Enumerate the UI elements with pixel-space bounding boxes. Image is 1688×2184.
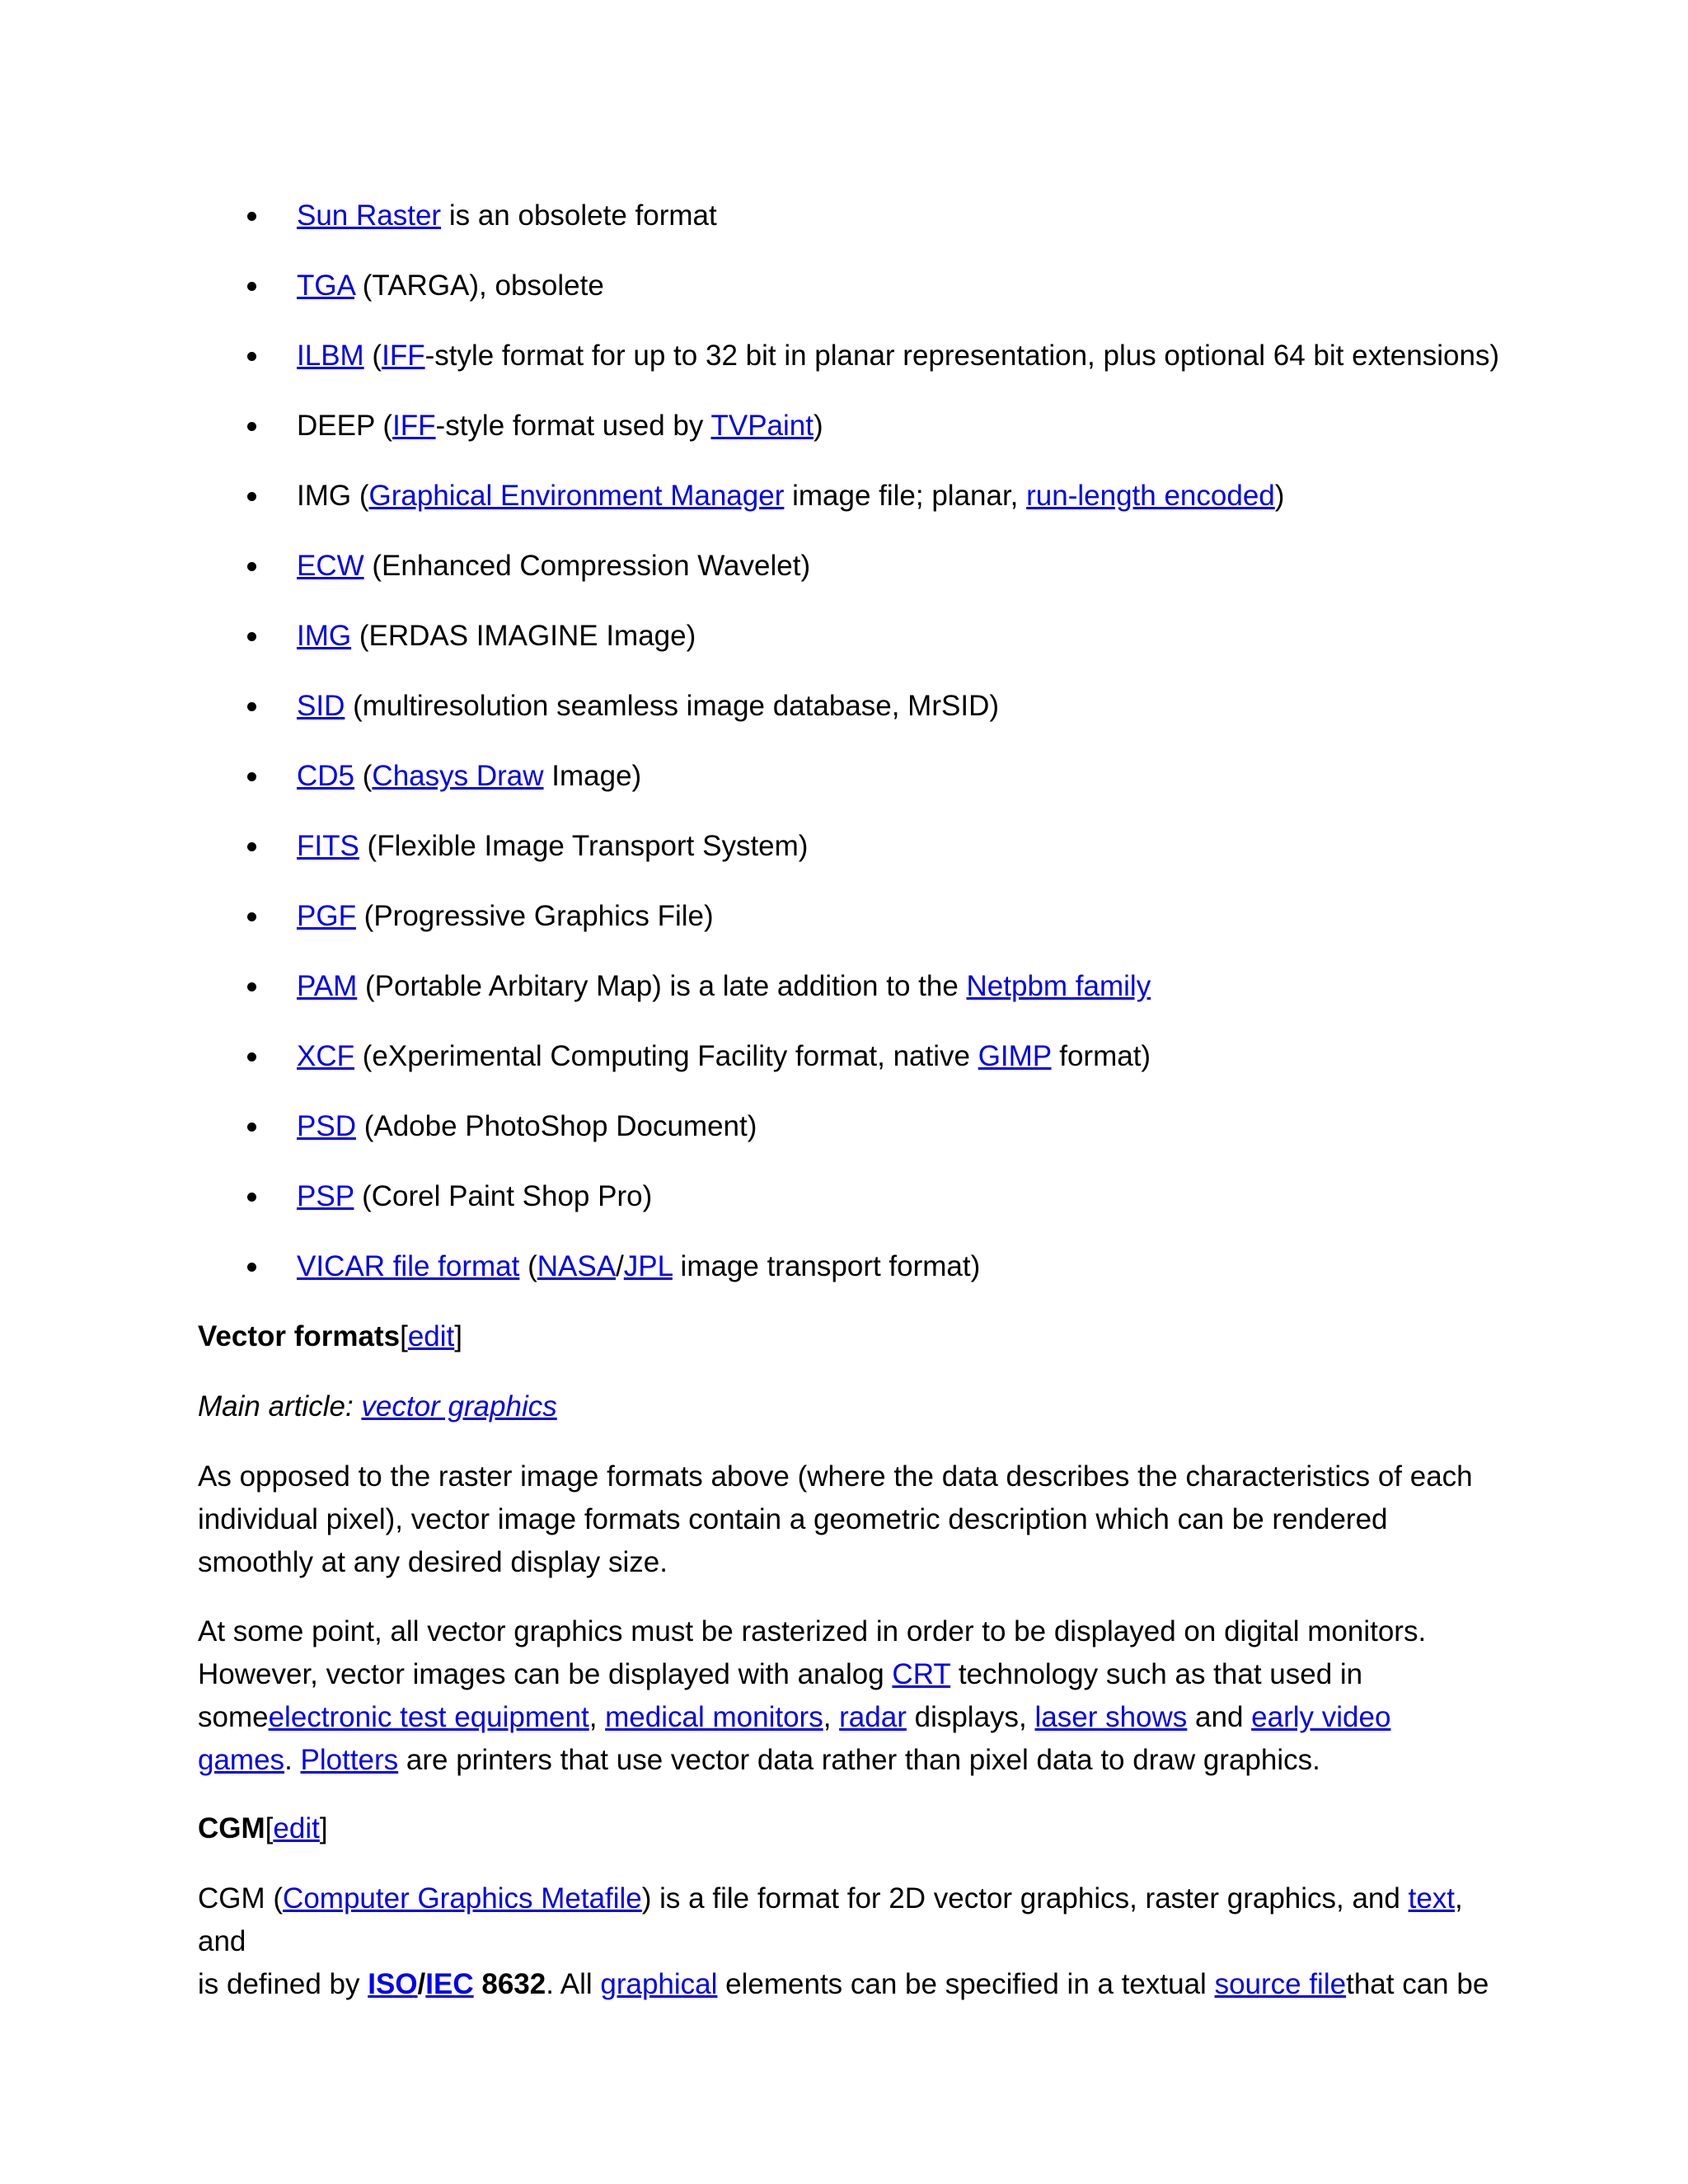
list-item: Sun Raster is an obsolete format xyxy=(198,194,1508,265)
paragraph-vector-intro: As opposed to the raster image formats above (where the data describes the characteristics of each individual pixel), vector image formats contain a geometric description which can be rendered smoothly at any desired display size. xyxy=(198,1460,1473,1578)
link-psp[interactable]: PSP xyxy=(297,1180,354,1212)
list-item: PSP (Corel Paint Shop Pro) xyxy=(198,1175,1508,1245)
bullet-icon xyxy=(247,1263,256,1272)
bullet-icon xyxy=(247,632,256,641)
link-fits[interactable]: FITS xyxy=(297,830,359,862)
link-iff[interactable]: IFF xyxy=(392,410,436,442)
bullet-icon xyxy=(247,352,256,361)
list-item: ILBM (IFF-style format for up to 32 bit in planar representation, plus optional 64 bit extensions) xyxy=(198,335,1508,405)
list-item: VICAR file format (NASA/JPL image transport format) xyxy=(198,1245,1508,1315)
link-pam[interactable]: PAM xyxy=(297,970,358,1002)
bullet-icon xyxy=(247,772,256,781)
list-item: PAM (Portable Arbitary Map) is a late addition to the Netpbm family xyxy=(198,965,1508,1035)
list-item: DEEP (IFF-style format used by TVPaint) xyxy=(198,405,1508,475)
section-heading-vector-formats: Vector formats[edit] xyxy=(198,1320,462,1352)
link-crt[interactable]: CRT xyxy=(892,1658,951,1690)
list-item: IMG (ERDAS IMAGINE Image) xyxy=(198,615,1508,685)
link-radar[interactable]: radar xyxy=(839,1701,907,1733)
bullet-icon xyxy=(247,842,256,851)
list-item: SID (multiresolution seamless image database, MrSID) xyxy=(198,685,1508,755)
bullet-icon xyxy=(247,212,256,221)
link-text[interactable]: text xyxy=(1408,1882,1456,1915)
raster-format-list xyxy=(198,194,1508,1315)
link-iff[interactable]: IFF xyxy=(382,340,425,372)
list-item: CD5 (Chasys Draw Image) xyxy=(198,755,1508,825)
bullet-icon xyxy=(247,562,256,571)
link-xcf[interactable]: XCF xyxy=(297,1040,354,1072)
section-heading-cgm: CGM[edit] xyxy=(198,1812,328,1844)
edit-link[interactable]: edit xyxy=(273,1812,320,1844)
link-graphical[interactable]: graphical xyxy=(600,1968,718,2000)
bullet-icon xyxy=(247,1052,256,1062)
link-electronic-test-equipment[interactable]: electronic test equipment xyxy=(268,1701,589,1733)
bullet-icon xyxy=(247,282,256,291)
bullet-icon xyxy=(247,1193,256,1202)
link-netpbm-family[interactable]: Netpbm family xyxy=(966,970,1151,1002)
link-rle[interactable]: run-length encoded xyxy=(1026,480,1275,512)
link-early-video-games[interactable]: games xyxy=(198,1744,285,1776)
link-psd[interactable]: PSD xyxy=(297,1110,356,1142)
link-source-file[interactable]: source file xyxy=(1214,1968,1347,2000)
bullet-icon xyxy=(247,702,256,711)
link-sun-raster[interactable]: Sun Raster xyxy=(297,199,442,232)
bullet-icon xyxy=(247,912,256,921)
paragraph-vector-rasterize: At some point, all vector graphics must be rasterized in order to be displayed on digital monitors. However, vector images can be displayed with analog CRT technology such as that used in someelectronic test equipment, medical monitors, radar displays, laser shows and early video games. Plotters are printers that use vector data rather than pixel data to draw graphics. xyxy=(198,1615,1427,1776)
link-jpl[interactable]: JPL xyxy=(623,1250,673,1282)
link-vector-graphics[interactable]: vector graphics xyxy=(361,1390,557,1422)
link-gem[interactable]: Graphical Environment Manager xyxy=(368,480,785,512)
bullet-icon xyxy=(247,982,256,991)
link-tga[interactable]: TGA xyxy=(297,269,355,302)
link-pgf[interactable]: PGF xyxy=(297,900,356,932)
list-item: ECW (Enhanced Compression Wavelet) xyxy=(198,545,1508,615)
link-ilbm[interactable]: ILBM xyxy=(297,340,364,372)
bullet-icon xyxy=(247,422,256,431)
link-ecw[interactable]: ECW xyxy=(297,550,364,582)
edit-link[interactable]: edit xyxy=(407,1320,455,1352)
link-plotters[interactable]: Plotters xyxy=(300,1744,399,1776)
main-article-note: Main article: vector graphics xyxy=(198,1390,557,1422)
list-item: XCF (eXperimental Computing Facility format, native GIMP format) xyxy=(198,1035,1508,1105)
list-item: PSD (Adobe PhotoShop Document) xyxy=(198,1105,1508,1175)
bullet-icon xyxy=(247,1122,256,1132)
list-item: FITS (Flexible Image Transport System) xyxy=(198,825,1508,895)
list-item: IMG (Graphical Environment Manager image file; planar, run-length encoded) xyxy=(198,475,1508,545)
link-iso[interactable]: ISO xyxy=(368,1968,418,2000)
list-item: TGA (TARGA), obsolete xyxy=(198,265,1508,335)
link-early-video-games[interactable]: early video xyxy=(1251,1701,1391,1733)
link-iec[interactable]: IEC xyxy=(425,1968,474,2000)
link-medical-monitors[interactable]: medical monitors xyxy=(605,1701,823,1733)
paragraph-cgm: CGM (Computer Graphics Metafile) is a file format for 2D vector graphics, raster graphics, and text, and is defined by ISO/IEC 8632. All graphical elements can be specified in a textual source filethat can be xyxy=(198,1882,1489,2000)
link-nasa[interactable]: NASA xyxy=(537,1250,617,1282)
link-img[interactable]: IMG xyxy=(297,620,352,652)
link-computer-graphics-metafile[interactable]: Computer Graphics Metafile xyxy=(283,1882,642,1915)
link-laser-shows[interactable]: laser shows xyxy=(1034,1701,1188,1733)
link-sid[interactable]: SID xyxy=(297,690,345,722)
link-chasys-draw[interactable]: Chasys Draw xyxy=(372,760,544,792)
list-item: PGF (Progressive Graphics File) xyxy=(198,895,1508,965)
link-cd5[interactable]: CD5 xyxy=(297,760,355,792)
link-tvpaint[interactable]: TVPaint xyxy=(710,410,814,442)
bullet-icon xyxy=(247,492,256,501)
link-gimp[interactable]: GIMP xyxy=(978,1040,1052,1072)
link-vicar[interactable]: VICAR file format xyxy=(297,1250,520,1282)
